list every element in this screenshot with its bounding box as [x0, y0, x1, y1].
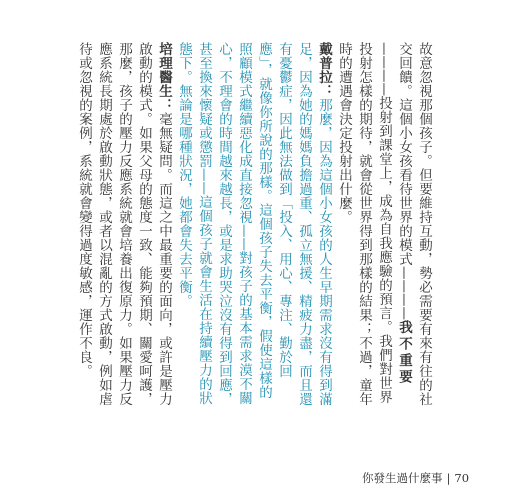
paragraph-3-text: 毫無疑問。而這之中最重要的面向，或許是壓力啟動的模式。如果父母的態度一致、能夠預期、關愛呵護，那麼，孩子的壓力反應系統就會培養出復原力。如果壓力反應系統長期處於啟動狀態，或者以混亂的方式啟動，例如虐待或忽視的案例，系統就會變得過度敏感，運作不良。 — [76, 42, 172, 406]
paragraph-2-text-end: 這個孩子就會生活在持續壓力的狀態下。無論是哪種狀況，她都會失去平衡。 — [176, 42, 212, 405]
page-footer — [362, 470, 469, 486]
paragraph-2-text-cont: 對孩子的基本需求漠不關心，不理會的時間越來越長，或是求助哭泣沒有得到回應，甚至換來懷疑或懲罰 — [196, 42, 252, 406]
em-dash: ———— — [376, 42, 392, 96]
page-number: 70 — [454, 471, 470, 485]
paragraph-1 — [334, 42, 434, 412]
body-text — [74, 42, 434, 412]
paragraph-2 — [174, 42, 334, 412]
em-dash: ———— — [396, 266, 412, 320]
speaker-name: 培理醫生： — [156, 42, 172, 112]
running-title: 你發生過什麼事 — [362, 471, 443, 485]
em-dash: —— — [196, 168, 212, 195]
speaker-name: 戴普拉： — [316, 42, 332, 98]
paragraph-2-text: 那麼，因為這個小女孩的人生早期需求沒有得到滿足，因為她的媽媽負擔過重、孤立無援、精疲力盡，而且還有憂鬱症，因此無法做到「投入、用心、專注、勤於回應」，就像你所說的那樣。這個孩子失去平衡，假使這樣的照顧模式繼續惡化成直接忽視 — [236, 42, 332, 406]
paragraph-1-text: 故意忽視那個孩子。但要維持互動，勢必需要有來有往的社交回饋。這個小女孩看待世界的模式 — [396, 42, 432, 406]
paragraph-3 — [74, 42, 174, 412]
footer-separator: | — [446, 471, 451, 485]
paragraph-1-text-cont: 投射到課堂上，成為自我應驗的預言。我們對世界投射怎樣的期待，就會從世界得到那樣的結果；不過，童年時的遭遇會決定投射出什麼。 — [336, 42, 392, 406]
emphasis-phrase: 我不重要 — [396, 320, 412, 386]
em-dash: —— — [236, 224, 252, 251]
